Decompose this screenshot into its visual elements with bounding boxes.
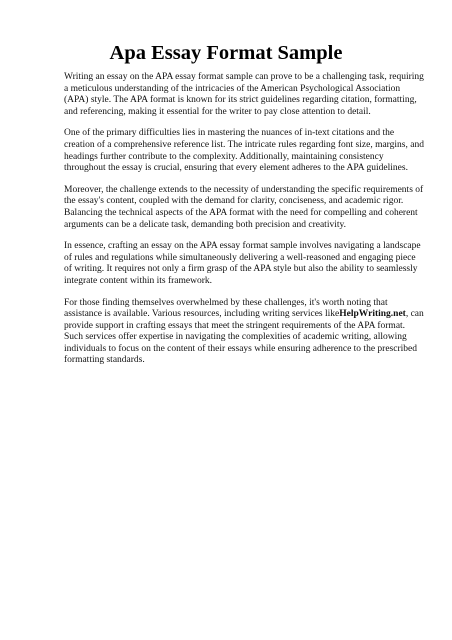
document-body — [64, 72, 424, 377]
paragraph-5-rest: , can provide support in crafting essays that meet the stringent requirements of the APA format. Such services offer expertise in navigating the complexities of academic writing, allowing individuals to focus on the content of their essays while ensuring adherence to the prescribed formatting standards. — [64, 309, 424, 366]
paragraph-3: Moreover, the challenge extends to the necessity of understanding the specific requirements of the essay's content, coupled with the demand for clarity, conciseness, and academic rigor. Balancing the technical aspects of the APA format with the need for compelling and coherent arguments can be a delicate task, demanding both precision and creativity. — [64, 184, 424, 230]
paragraph-2: One of the primary difficulties lies in mastering the nuances of in-text citations and the creation of a comprehensive reference list. The intricate rules regarding font size, margins, and headings further contribute to the complexity. Additionally, maintaining consistency throughout the essay is crucial, ensuring that every element adheres to the APA guidelines. — [64, 128, 424, 174]
paragraph-4: In essence, crafting an essay on the APA essay format sample involves navigating a landscape of rules and regulations while simultaneously delivering a well-reasoned and engaging piece of writing. It requires not only a firm grasp of the APA style but also the ability to seamlessly integrate content within its framework. — [64, 241, 421, 286]
paragraph-1: Writing an essay on the APA essay format sample can prove to be a challenging task, requiring a meticulous understanding of the intricacies of the American Psychological Association (APA) style. The APA format is known for its strict guidelines regarding citation, formatting, and referencing, making it essential for the writer to pay close attention to detail. — [64, 72, 424, 117]
brand-name: HelpWriting.net — [339, 309, 406, 320]
paragraph-5 — [64, 298, 424, 368]
paragraph-5-intro: For those finding themselves overwhelmed by these challenges, it's worth noting that assistance is available. Various resources, including writing services like — [64, 297, 388, 320]
document-title: Apa Essay Format Sample — [109, 42, 343, 64]
